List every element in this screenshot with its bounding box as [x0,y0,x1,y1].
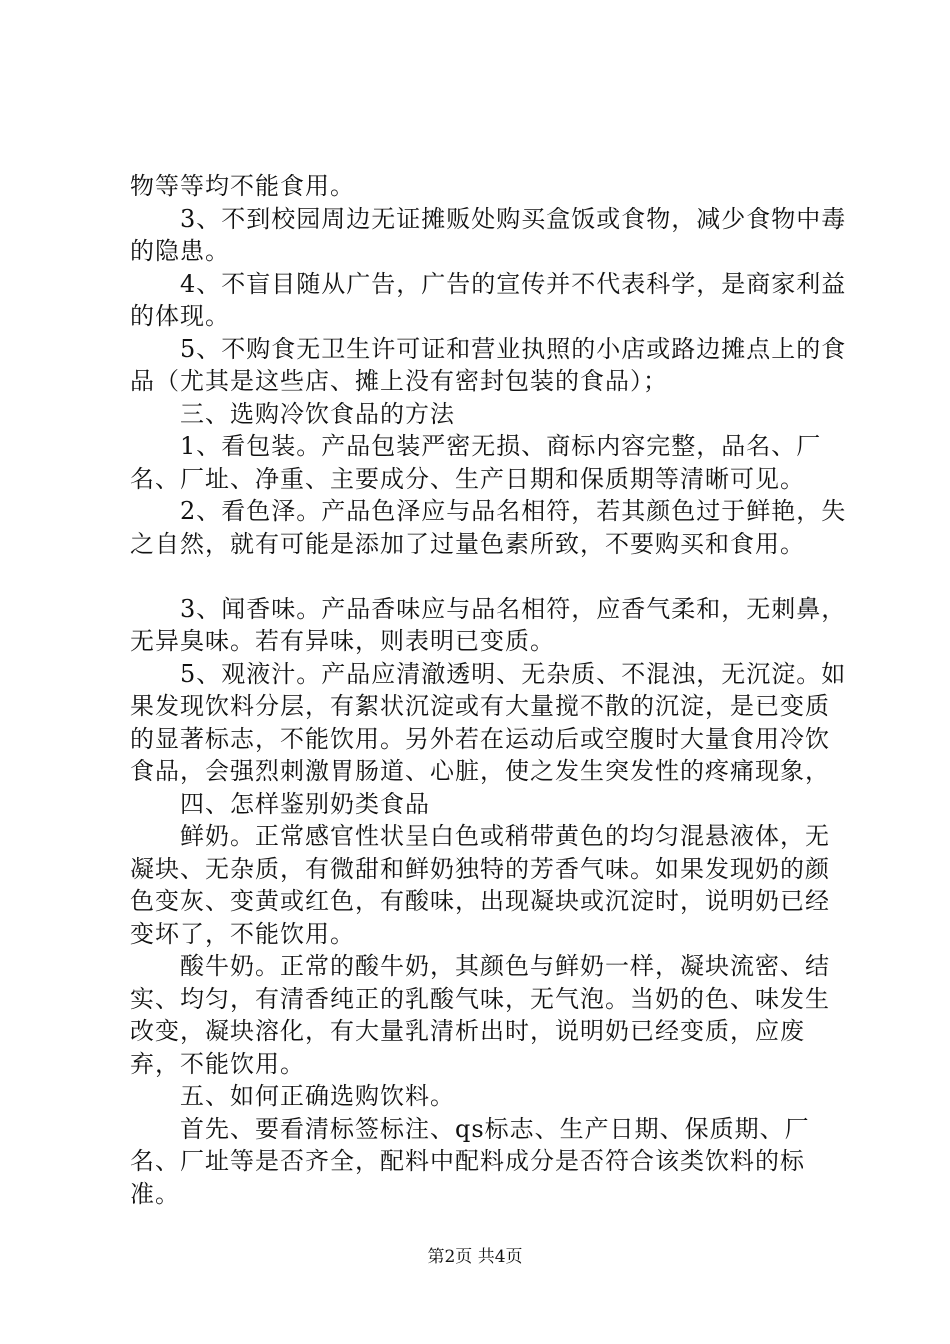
paragraph-check-liquid: 5、观液汁。产品应清澈透明、无杂质、不混浊，无沉淀。如果发现饮料分层，有絮状沉淀或有大量搅不散的沉淀，是已变质的显著标志，不能饮用。另外若在运动后或空腹时大量食用冷饮食品，会强烈刺激胃肠道、心脏，使之发生突发性的疼痛现象， [130,659,847,785]
paragraph-check-packaging: 1、看包装。产品包装严密无损、商标内容完整，品名、厂名、厂址、净重、主要成分、生产日期和保质期等清晰可见。 [130,432,822,493]
paragraph-check-color: 2、看色泽。产品色泽应与品名相符，若其颜色过于鲜艳，失之自然，就有可能是添加了过量色素所致，不要购买和食用。 [130,497,847,558]
paragraph-continuation: 物等等均不能食用。 [130,172,355,200]
paragraph-spacer [130,560,850,593]
paragraph-item-4-advertising: 4、不盲目随从广告，广告的宣传并不代表科学，是商家利益的体现。 [130,269,847,330]
paragraph-check-labels: 首先、要看清标签标注、qs标志、生产日期、保质期、厂名、厂址等是否齐全，配料中配料成分是否符合该类饮料的标准。 [130,1114,810,1208]
paragraph-item-3-street-vendors: 3、不到校园周边无证摊贩处购买盒饭或食物，减少食物中毒的隐患。 [130,204,847,265]
paragraph-item-5-licensed-shops: 5、不购食无卫生许可证和营业执照的小店或路边摊点上的食品（尤其是这些店、摊上没有密封包装的食品）； [130,334,847,395]
section-heading-beverages: 五、如何正确选购饮料。 [180,1082,455,1110]
paragraph-fresh-milk: 鲜奶。正常感官性状呈白色或稍带黄色的均匀混悬液体，无凝块、无杂质，有微甜和鲜奶独特的芳香气味。如果发现奶的颜色变灰、变黄或红色，有酸味，出现凝块或沉淀时，说明奶已经变坏了，不能饮用。 [130,822,830,948]
paragraph-check-smell: 3、闻香味。产品香味应与品名相符，应香气柔和，无刺鼻，无异臭味。若有异味，则表明已变质。 [130,594,847,655]
page-number-footer: 第2页 共4页 [427,1247,523,1267]
section-heading-dairy: 四、怎样鉴别奶类食品 [180,789,430,818]
document-body [130,170,850,1210]
section-heading-cold-drinks: 三、选购冷饮食品的方法 [180,399,455,428]
paragraph-yogurt: 酸牛奶。正常的酸牛奶，其颜色与鲜奶一样，凝块流密、结实、均匀，有清香纯正的乳酸气味，无气泡。当奶的色、味发生改变，凝块溶化，有大量乳清析出时，说明奶已经变质，应废弃，不能饮用。 [130,952,830,1078]
